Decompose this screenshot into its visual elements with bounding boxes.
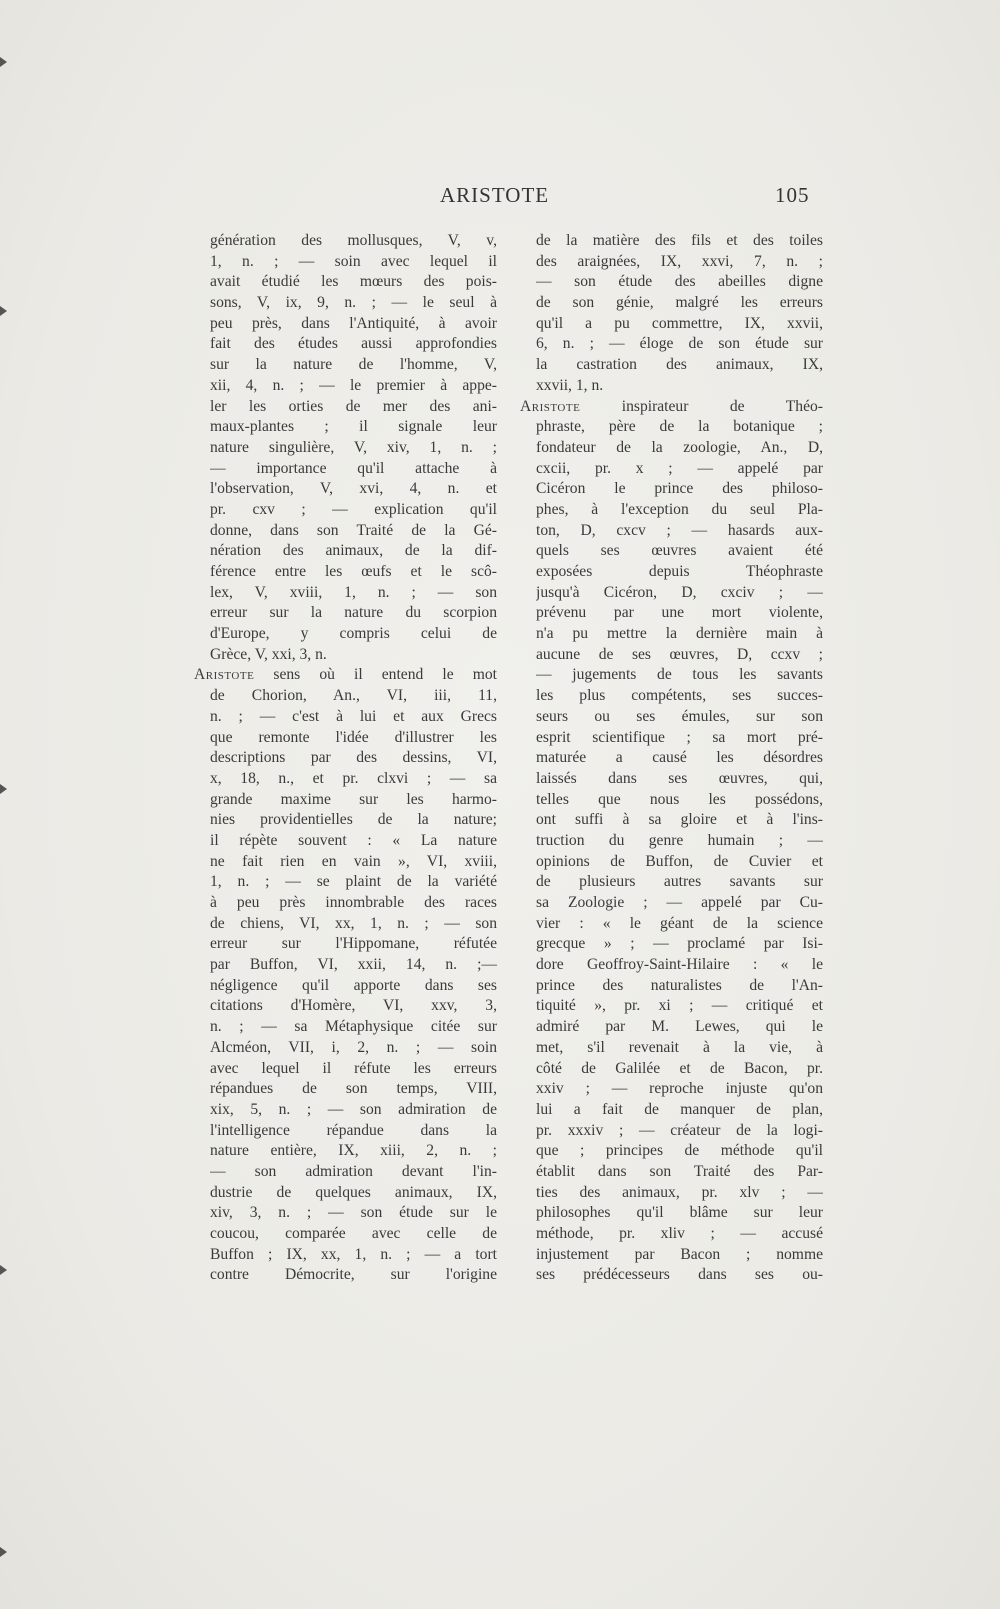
text-line: génération des mollusques, V, v, (210, 232, 497, 249)
text-line: Grèce, V, xxi, 3, n. (210, 645, 327, 663)
text-line: citations d'Homère, VI, xxv, 3, (210, 997, 497, 1015)
text-line: avec lequel il réfute les erreurs (210, 1059, 497, 1077)
text-line: sa Zoologie ; — appelé par Cu- (536, 894, 823, 911)
text-line: coucou, comparée avec celle de (210, 1225, 497, 1242)
text-line: prince des naturalistes de l'An- (536, 976, 823, 994)
text-line: x, 18, n., et pr. clxvi ; — sa (210, 769, 497, 787)
text-line: sur la nature de l'homme, V, (210, 356, 497, 374)
text-line: donne, dans son Traité de la Gé- (210, 521, 497, 539)
text-line: lui a fait de manquer de plan, (536, 1100, 823, 1118)
text-line: de son génie, malgré les erreurs (536, 294, 823, 312)
text-line: xix, 5, n. ; — son admiration de (210, 1100, 497, 1118)
text-line: 1, n. ; — soin avec lequel il (210, 252, 497, 270)
text-line: fait des études aussi approfondies (210, 335, 497, 353)
left-edge-mark-2 (0, 306, 7, 316)
text-line: dore Geoffroy-Saint-Hilaire : « le (536, 956, 823, 974)
text-line: xxvii, 1, n. (536, 376, 604, 394)
text-line: esprit scientifique ; sa mort pré- (536, 728, 823, 746)
page-title: ARISTOTE (440, 183, 550, 207)
text-line: férence entre les œufs et le scô- (210, 563, 497, 580)
text-line: ties des animaux, pr. xlv ; — (536, 1183, 823, 1201)
left-edge-mark-4 (0, 1265, 7, 1275)
text-line: répandues de son temps, VIII, (210, 1080, 497, 1098)
text-line: n'a pu mettre la dernière main à (536, 625, 823, 643)
text-line: admiré par M. Lewes, qui le (536, 1018, 823, 1036)
text-line: ne fait rien en vain », VI, xviii, (210, 852, 497, 870)
text-line: telles que nous les possédons, (536, 790, 823, 808)
text-line: maturée a causé les désordres (536, 749, 823, 767)
text-line: des araignées, IX, xxvi, 7, n. ; (536, 252, 823, 270)
text-line: il répète souvent : « La nature (210, 831, 497, 849)
text-line: Aristote sens où il entend le mot (194, 666, 497, 684)
text-line: négligence qu'il apporte dans ses (210, 976, 497, 994)
text-line: avait étudié les mœurs des pois- (210, 273, 497, 291)
text-line: xii, 4, n. ; — le premier à appe- (210, 376, 497, 394)
text-line: les plus compétents, ses succes- (536, 687, 823, 705)
text-line: l'intelligence répandue dans la (210, 1121, 497, 1139)
text-line: à peu près innombrable des races (210, 894, 497, 911)
text-line: Cicéron le prince des philoso- (536, 480, 823, 498)
left-edge-mark-1 (0, 57, 7, 67)
text-line: — son étude des abeilles digne (536, 273, 823, 291)
text-line: philosophes qu'il blâme sur leur (536, 1204, 823, 1222)
text-line: ler les orties de mer des ani- (210, 397, 497, 415)
text-line: — jugements de tous les savants (536, 666, 823, 684)
text-line: pr. cxv ; — explication qu'il (210, 500, 497, 518)
text-line: cxcii, pr. x ; — appelé par (536, 459, 823, 477)
text-line: tiquité », pr. xi ; — critiqué et (536, 997, 823, 1015)
text-line: seurs ou ses émules, sur son (536, 707, 823, 725)
text-line: nature singulière, V, xiv, 1, n. ; (210, 438, 497, 456)
text-line: descriptions par des dessins, VI, (210, 749, 497, 767)
text-line: méthode, pr. xliv ; — accusé (536, 1225, 823, 1242)
left-text-column (194, 231, 497, 1286)
text-line: peu près, dans l'Antiquité, à avoir (210, 314, 497, 332)
page-number: 105 (775, 183, 810, 207)
text-line: opinions de Buffon, de Cuvier et (536, 852, 823, 870)
text-line: contre Démocrite, sur l'origine (210, 1266, 497, 1284)
text-line: phes, à l'exception du seul Pla- (536, 500, 823, 518)
text-line: exposées depuis Théophraste (536, 563, 823, 580)
text-line: pr. xxxiv ; — créateur de la logi- (536, 1121, 823, 1139)
text-line: ont suffi à sa gloire et à l'ins- (536, 811, 823, 829)
text-line: phraste, père de la botanique ; (536, 418, 823, 436)
text-line: erreur sur la nature du scorpion (210, 604, 497, 622)
text-line: aucune de ses œuvres, D, ccxv ; (536, 645, 823, 663)
text-line: maux-plantes ; il signale leur (210, 418, 497, 436)
right-text-column (520, 231, 823, 1286)
text-line: nération des animaux, de la dif- (210, 542, 497, 560)
text-line: grande maxime sur les harmo- (210, 790, 497, 808)
left-edge-mark-5 (0, 1547, 7, 1557)
text-line: nies providentielles de la nature; (210, 811, 497, 829)
text-line: qu'il a pu commettre, IX, xxvii, (536, 314, 823, 332)
text-line: Alcméon, VII, i, 2, n. ; — soin (210, 1038, 497, 1056)
text-line: de Chorion, An., VI, iii, 11, (210, 687, 497, 705)
text-line: par Buffon, VI, xxii, 14, n. ;— (210, 956, 497, 974)
text-line: que remonte l'idée d'illustrer les (210, 728, 497, 746)
text-line: ses prédécesseurs dans ses ou- (536, 1266, 823, 1284)
text-line: n. ; — c'est à lui et aux Grecs (210, 707, 497, 725)
text-line: prévenu par une mort violente, (536, 604, 823, 622)
text-line: xxiv ; — reproche injuste qu'on (536, 1080, 823, 1098)
text-line: truction du genre humain ; — (536, 831, 823, 849)
text-line: établit dans son Traité des Par- (536, 1162, 823, 1180)
text-line: met, s'il revenait à la vie, à (536, 1038, 823, 1056)
text-line: de chiens, VI, xx, 1, n. ; — son (210, 914, 497, 932)
text-line: xiv, 3, n. ; — son étude sur le (210, 1204, 497, 1222)
text-line: sons, V, ix, 9, n. ; — le seul à (210, 294, 497, 312)
text-line: — son admiration devant l'in- (210, 1162, 497, 1180)
text-line: n. ; — sa Métaphysique citée sur (210, 1018, 497, 1036)
text-line: nature entière, IX, xiii, 2, n. ; (210, 1142, 497, 1160)
text-line: d'Europe, y compris celui de (210, 625, 497, 643)
text-line: erreur sur l'Hippomane, réfutée (210, 935, 497, 953)
text-line: fondateur de la zoologie, An., D, (536, 438, 823, 456)
text-line: Buffon ; IX, xx, 1, n. ; — a tort (210, 1245, 497, 1263)
text-line: 6, n. ; — éloge de son étude sur (536, 335, 823, 353)
text-line: jusqu'à Cicéron, D, cxciv ; — (536, 583, 823, 601)
text-line: — importance qu'il attache à (210, 459, 497, 477)
text-line: l'observation, V, xvi, 4, n. et (210, 480, 497, 498)
text-line: côté de Galilée et de Bacon, pr. (536, 1059, 823, 1077)
text-line: la castration des animaux, IX, (536, 356, 823, 374)
text-line: vier : « le géant de la science (536, 914, 823, 932)
text-line: ton, D, cxcv ; — hasards aux- (536, 521, 823, 539)
text-line: grecque » ; — proclamé par Isi- (536, 935, 823, 953)
text-line: laissés dans ses œuvres, qui, (536, 769, 823, 787)
running-head (0, 183, 1000, 213)
text-line: lex, V, xviii, 1, n. ; — son (210, 583, 497, 601)
text-line: quels ses œuvres avaient été (536, 542, 823, 560)
text-line: 1, n. ; — se plaint de la variété (210, 873, 497, 891)
text-line: injustement par Bacon ; nomme (536, 1245, 823, 1263)
text-line: Aristote inspirateur de Théo- (520, 397, 823, 415)
text-line: de la matière des fils et des toiles (536, 232, 823, 249)
left-edge-mark-3 (0, 784, 7, 794)
text-line: de plusieurs autres savants sur (536, 873, 823, 891)
text-line: que ; principes de méthode qu'il (536, 1142, 823, 1160)
text-line: dustrie de quelques animaux, IX, (210, 1183, 497, 1201)
